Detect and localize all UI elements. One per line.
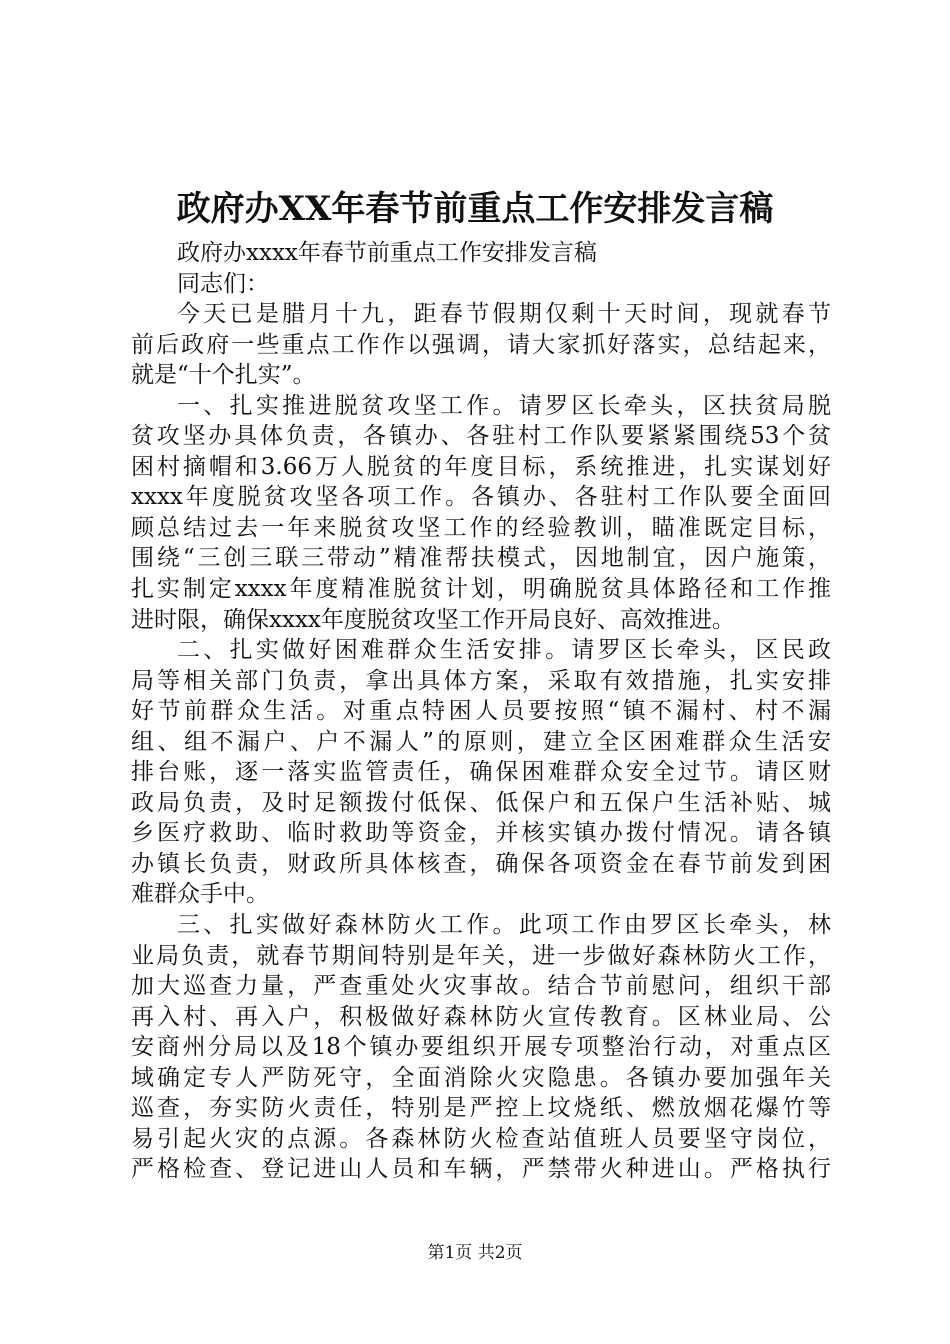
text-line: 难群众手中。 — [131, 881, 269, 908]
text-line: 乡医疗救助、临时救助等资金，并核实镇办拨付情况。请各镇 — [131, 820, 831, 847]
text-line: 办镇长负责，财政所具体核查，确保各项资金在春节前发到困 — [131, 850, 831, 877]
text-line: 排台账，逐一落实监管责任，确保困难群众安全过节。请区财 — [131, 759, 831, 786]
text-line: 好节前群众生活。对重点特困人员要按照“镇不漏村、村不漏 — [131, 698, 831, 725]
text-line: 困村摘帽和3.66万人脱贫的年度目标，系统推进，扎实谋划好 — [131, 453, 831, 480]
text-line: 前后政府一些重点工作作以强调，请大家抓好落实，总结起来， — [131, 331, 831, 358]
text-line: 政局负责，及时足额拨付低保、低保户和五保户生活补贴、城 — [131, 789, 831, 816]
text-line: 贫攻坚办具体负责，各镇办、各驻村工作队要紧紧围绕53个贫 — [131, 423, 831, 450]
text-line: 进时限，确保xxxx年度脱贫攻坚工作开局良好、高效推进。 — [131, 606, 735, 633]
text-line: 局等相关部门负责，拿出具体方案，采取有效措施，扎实安排 — [131, 667, 831, 694]
page-footer: 第1页 共2页 — [427, 1243, 523, 1263]
text-line: 易引起火灾的点源。各森林防火检查站值班人员要坚守岗位， — [131, 1125, 831, 1152]
document-title: 政府办XX年春节前重点工作安排发言稿 — [176, 189, 774, 229]
text-line: 域确定专人严防死守，全面消除火灾隐患。各镇办要加强年关 — [131, 1064, 831, 1091]
text-line: 一、扎实推进脱贫攻坚工作。请罗区长牵头，区扶贫局脱 — [177, 392, 831, 419]
text-line: 同志们： — [177, 270, 269, 297]
text-line: 扎实制定xxxx年度精准脱贫计划，明确脱贫具体路径和工作推 — [131, 576, 831, 603]
text-line: 就是“十个扎实”。 — [131, 362, 316, 389]
text-line: 今天已是腊月十九，距春节假期仅剩十天时间，现就春节 — [177, 301, 831, 328]
text-line: 组、组不漏户、户不漏人”的原则，建立全区困难群众生活安 — [131, 728, 831, 755]
text-line: 二、扎实做好困难群众生活安排。请罗区长牵头，区民政 — [177, 637, 831, 664]
text-line: 政府办xxxx年春节前重点工作安排发言稿 — [177, 240, 597, 266]
text-line: 三、扎实做好森林防火工作。此项工作由罗区长牵头，林 — [177, 912, 831, 939]
text-line: xxxx年度脱贫攻坚各项工作。各镇办、各驻村工作队要全面回 — [131, 484, 831, 511]
text-line: 再入村、再入户，积极做好森林防火宣传教育。区林业局、公 — [131, 1003, 831, 1030]
text-line: 加大巡查力量，严查重处火灾事故。结合节前慰问，组织干部 — [131, 973, 831, 1000]
text-line: 巡查，夯实防火责任，特别是严控上坟烧纸、燃放烟花爆竹等 — [131, 1095, 831, 1122]
text-line: 围绕“三创三联三带动”精准帮扶模式，因地制宜，因户施策， — [131, 545, 831, 572]
text-line: 安商州分局以及18个镇办要组织开展专项整治行动，对重点区 — [131, 1034, 831, 1061]
text-line: 顾总结过去一年来脱贫攻坚工作的经验教训，瞄准既定目标， — [131, 514, 831, 541]
document-body — [131, 238, 831, 1185]
text-line: 业局负责，就春节期间特别是年关，进一步做好森林防火工作， — [131, 942, 831, 969]
text-line: 严格检查、登记进山人员和车辆，严禁带火种进山。严格执行 — [131, 1156, 831, 1183]
